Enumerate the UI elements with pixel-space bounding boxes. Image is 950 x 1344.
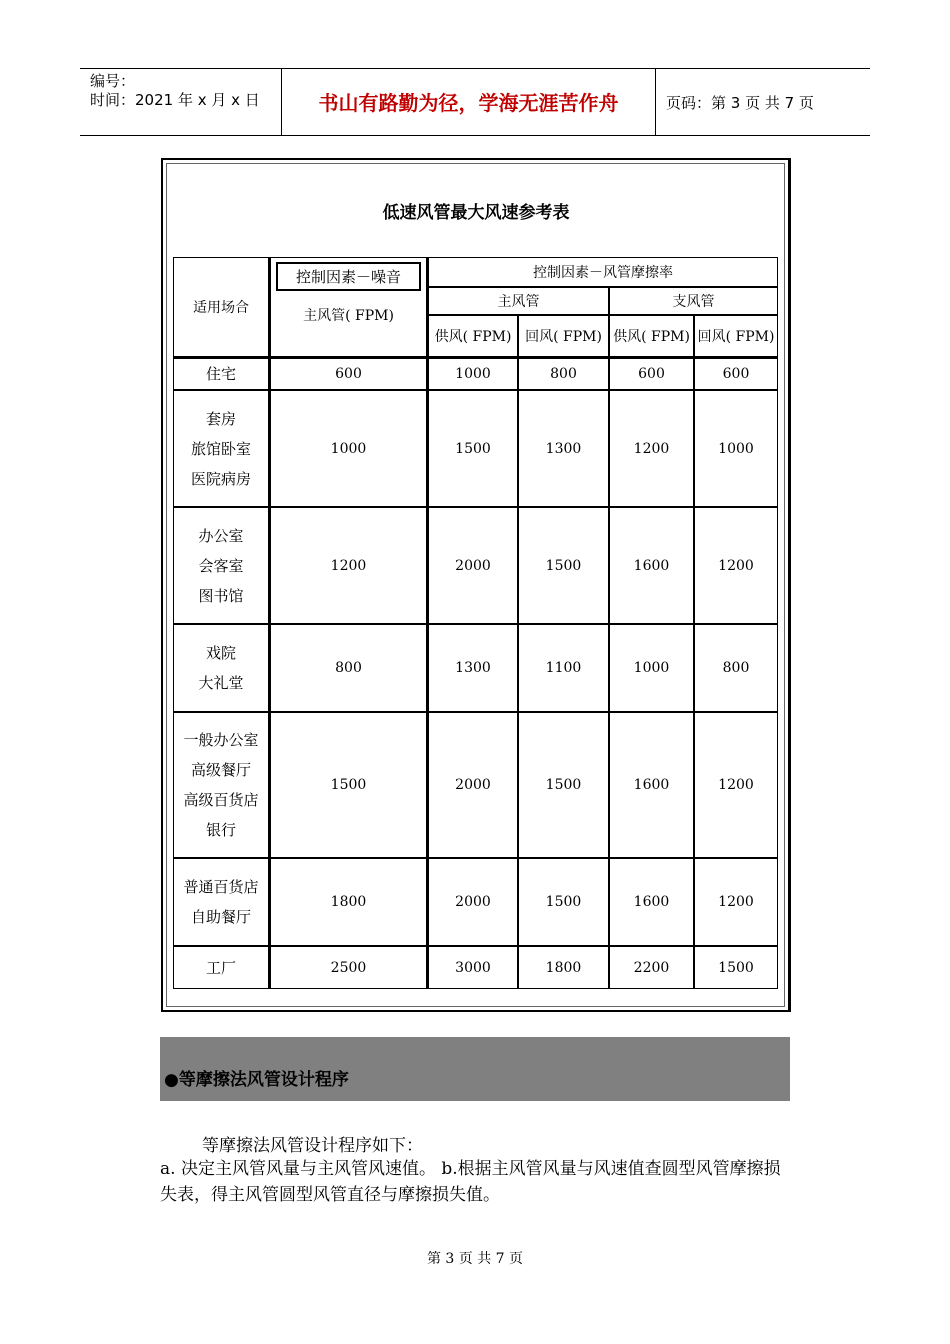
- wind-speed-table: [173, 257, 778, 989]
- header-branch-duct: 支风管: [609, 287, 778, 315]
- place-cell: [173, 390, 270, 507]
- place-line: 高级百货店: [183, 791, 259, 809]
- value-cell: 1600: [609, 507, 694, 624]
- table-row: [173, 507, 778, 624]
- place-line: 自助餐厅: [190, 908, 251, 926]
- place-cell: [173, 712, 270, 858]
- value-cell: 3000: [428, 946, 518, 989]
- place-line: 工厂: [205, 958, 236, 977]
- section-intro: 等摩擦法风管设计程序如下：: [202, 1136, 423, 1156]
- header-motto: 书山有路勤为径，学海无涯苦作舟: [282, 69, 656, 135]
- place-line: 一般办公室: [183, 731, 259, 749]
- value-cell: 1300: [428, 624, 518, 712]
- section-heading: ●等摩擦法风管设计程序: [164, 1070, 349, 1090]
- header-page-label: 页码：第 3 页 共 7 页: [666, 94, 814, 112]
- value-cell: 1200: [694, 712, 778, 858]
- value-cell: 1500: [518, 712, 609, 858]
- value-cell: 1000: [609, 624, 694, 712]
- value-cell: 1200: [270, 507, 428, 624]
- place-line: 普通百货店: [183, 878, 259, 896]
- value-cell: 1600: [609, 712, 694, 858]
- place-line: 旅馆卧室: [190, 439, 251, 458]
- place-line: 住宅: [205, 365, 236, 383]
- value-cell: 1200: [609, 390, 694, 507]
- place-cell: [173, 507, 270, 624]
- page-footer: 第 3 页 共 7 页: [426, 1251, 524, 1267]
- place-line: 戏院: [205, 644, 236, 662]
- value-cell: 2000: [428, 507, 518, 624]
- value-cell: 2500: [270, 946, 428, 989]
- value-cell: 1500: [270, 712, 428, 858]
- value-cell: 2000: [428, 858, 518, 946]
- table-row: [173, 946, 778, 989]
- value-cell: 1600: [609, 858, 694, 946]
- table-row: [173, 858, 778, 946]
- value-cell: 800: [694, 624, 778, 712]
- place-line: 医院病房: [190, 469, 251, 488]
- value-cell: 1800: [270, 858, 428, 946]
- page-header: [80, 68, 870, 136]
- place-line: 办公室: [198, 526, 244, 545]
- value-cell: 1200: [694, 858, 778, 946]
- table-row: [173, 624, 778, 712]
- value-cell: 600: [270, 358, 428, 390]
- header-meta: [80, 69, 282, 135]
- place-cell: [173, 946, 270, 989]
- value-cell: 1200: [694, 507, 778, 624]
- table-row: [173, 358, 778, 390]
- date-line: 时间：2021 年 x 月 x 日: [90, 91, 260, 109]
- header-branch-supply: 供风( FPM): [609, 315, 694, 358]
- place-line: 高级餐厅: [190, 761, 251, 779]
- value-cell: 1000: [694, 390, 778, 507]
- header-branch-return: 回风( FPM): [694, 315, 778, 358]
- value-cell: 600: [609, 358, 694, 390]
- table-row: [173, 712, 778, 858]
- place-cell: [173, 358, 270, 390]
- noise-factor-label: 控制因素－噪音: [276, 262, 421, 291]
- value-cell: 1500: [518, 507, 609, 624]
- value-cell: 1100: [518, 624, 609, 712]
- doc-number-label: 编号：: [90, 72, 136, 90]
- place-cell: [173, 858, 270, 946]
- table-title: 低速风管最大风速参考表: [382, 203, 570, 223]
- value-cell: 2200: [609, 946, 694, 989]
- header-place: 适用场合: [173, 257, 270, 358]
- value-cell: 1000: [428, 358, 518, 390]
- place-line: 银行: [205, 821, 236, 839]
- header-main-supply: 供风( FPM): [428, 315, 518, 358]
- header-main-duct: 主风管: [428, 287, 609, 315]
- value-cell: 800: [270, 624, 428, 712]
- value-cell: 1500: [518, 858, 609, 946]
- section-bar: [160, 1037, 790, 1101]
- value-cell: 1500: [694, 946, 778, 989]
- value-cell: 1500: [428, 390, 518, 507]
- value-cell: 800: [518, 358, 609, 390]
- header-friction: 控制因素－风管摩擦率: [428, 257, 778, 287]
- place-line: 会客室: [198, 556, 244, 575]
- table-row: [173, 390, 778, 507]
- value-cell: 600: [694, 358, 778, 390]
- value-cell: 2000: [428, 712, 518, 858]
- place-line: 图书馆: [198, 586, 244, 605]
- header-main-return: 回风( FPM): [518, 315, 609, 358]
- header-noise: [270, 257, 428, 358]
- value-cell: 1800: [518, 946, 609, 989]
- place-line: 套房: [205, 409, 236, 428]
- noise-sub-label: 主风管( FPM): [303, 308, 394, 324]
- section-body: a. 决定主风管风量与主风管风速值。 b.根据主风管风量与风速值查圆型风管摩擦损失表，得主风管圆型风管直径与摩擦损失值。: [160, 1159, 781, 1205]
- place-line: 大礼堂: [198, 674, 244, 692]
- value-cell: 1300: [518, 390, 609, 507]
- place-cell: [173, 624, 270, 712]
- value-cell: 1000: [270, 390, 428, 507]
